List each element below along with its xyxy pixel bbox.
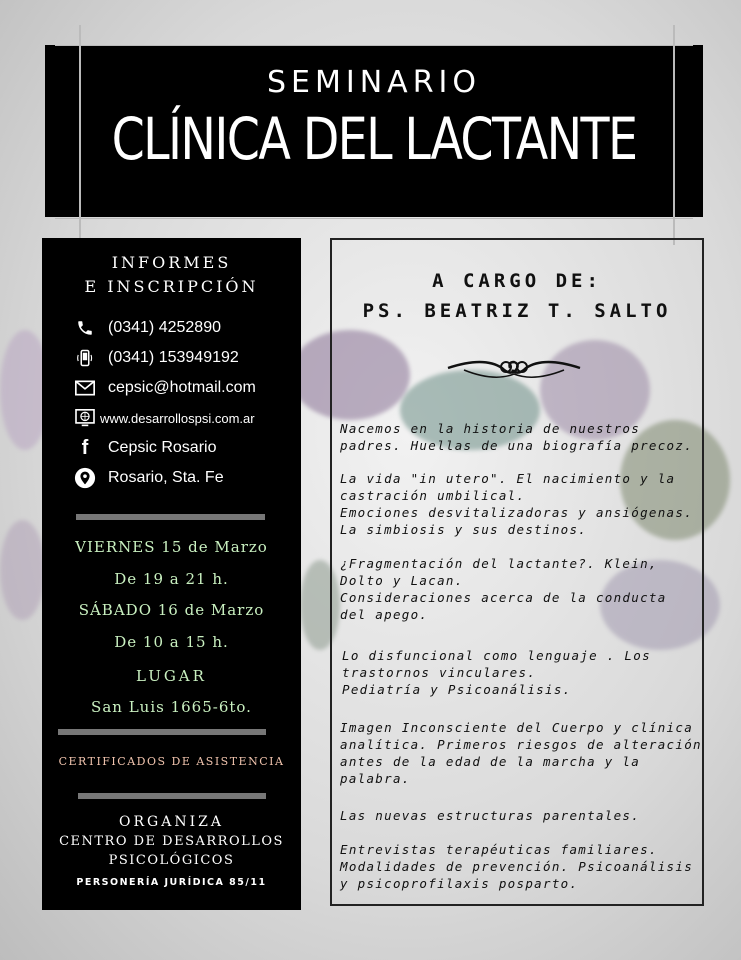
- facebook-icon: f: [81, 436, 89, 459]
- seminar-label: SEMINARIO: [267, 65, 481, 100]
- info-heading: E INSCRIPCIÓN: [84, 277, 259, 296]
- location-pin-icon: [74, 467, 96, 489]
- phone-icon: [74, 317, 96, 339]
- mobile-phone-icon: [74, 347, 96, 369]
- contact-phone: [74, 317, 221, 339]
- program-panel: [330, 238, 704, 906]
- program-item: Las nuevas estructuras parentales.: [340, 808, 641, 823]
- frame-line: [55, 218, 693, 219]
- frame-line: [673, 25, 675, 245]
- schedule-day: SÁBADO 16 de Marzo: [78, 601, 265, 619]
- schedule-time: De 10 a 15 h.: [114, 633, 229, 651]
- frame-line: [79, 25, 81, 245]
- program-item: Nacemos en la historia de nuestros padres. Huellas de una biografía precoz.: [340, 421, 694, 453]
- organizer-name: PSICOLÓGICOS: [108, 853, 235, 868]
- contact-facebook: [74, 437, 216, 459]
- schedule-time: De 19 a 21 h.: [114, 570, 229, 588]
- organizer-label: ORGANIZA: [119, 814, 224, 830]
- contact-text: Rosario, Sta. Fe: [108, 469, 224, 486]
- divider: [76, 514, 265, 520]
- contact-web: [74, 407, 255, 429]
- info-heading: INFORMES: [111, 253, 232, 272]
- page-title: CLÍNICA DEL LACTANTE: [111, 105, 637, 173]
- program-item: La vida "in utero". El nacimiento y la castración umbilical. Emociones desvitalizadoras y ansiógenas. La simbiosis y sus destinos.: [340, 471, 694, 537]
- frame-line: [55, 45, 693, 46]
- contact-text: Cepsic Rosario: [108, 439, 217, 456]
- web-icon: [74, 407, 96, 429]
- program-item: Imagen Inconsciente del Cuerpo y clínica analítica. Primeros riesgos de alteración antes de la edad de la marcha y la palabra.: [340, 720, 702, 786]
- email-icon: [74, 377, 96, 399]
- contact-mobile: [74, 347, 239, 369]
- program-item: ¿Fragmentación del lactante?. Klein, Dolto y Lacan. Consideraciones acerca de la conducta del apego.: [340, 556, 667, 622]
- divider: [58, 729, 266, 735]
- legal-registration: PERSONERÍA JURÍDICA 85/11: [76, 877, 267, 888]
- ornament-divider: [444, 348, 584, 384]
- venue-address: San Luis 1665-6to.: [91, 698, 252, 716]
- contact-location: [74, 467, 224, 489]
- contact-email: [74, 377, 256, 399]
- contact-text: cepsic@hotmail.com: [108, 379, 256, 396]
- program-item: Entrevistas terapéuticas familiares. Modalidades de prevención. Psicoanálisis y psicoprofilaxis posparto.: [340, 842, 694, 891]
- contact-text: www.desarrollospsi.com.ar: [100, 410, 255, 426]
- divider: [78, 793, 266, 799]
- venue-label: LUGAR: [136, 667, 207, 685]
- contact-text: (0341) 153949192: [108, 349, 239, 366]
- title-banner: [45, 45, 703, 217]
- speaker-name: PS. BEATRIZ T. SALTO: [362, 300, 672, 322]
- schedule-day: VIERNES 15 de Marzo: [75, 538, 268, 556]
- certificates-note: CERTIFICADOS DE ASISTENCIA: [58, 755, 285, 768]
- info-panel: [42, 238, 301, 910]
- speaker-label: A CARGO DE:: [432, 270, 602, 292]
- program-item: Lo disfuncional como lenguaje . Los trastornos vinculares. Pediatría y Psicoanálisis.: [342, 648, 651, 697]
- contact-text: (0341) 4252890: [108, 319, 221, 336]
- organizer-name: CENTRO DE DESARROLLOS: [59, 834, 284, 849]
